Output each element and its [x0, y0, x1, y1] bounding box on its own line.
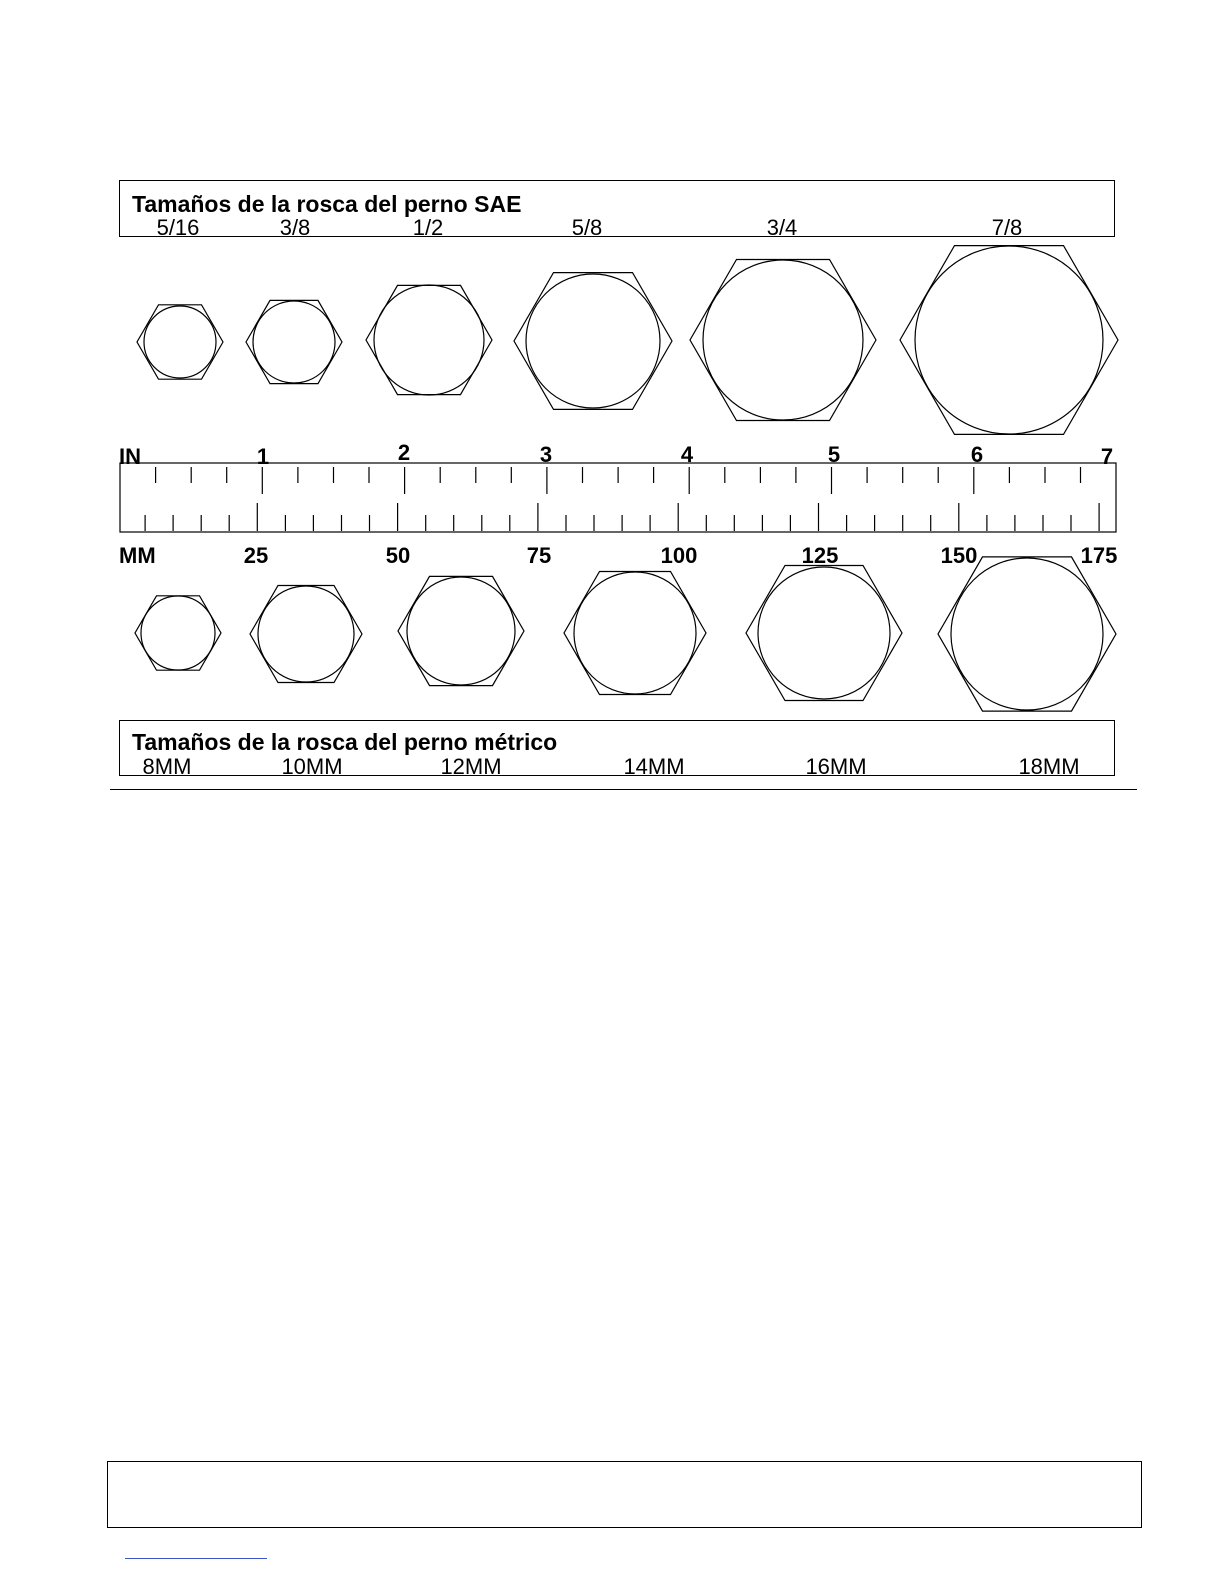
- sae-bolt-outlines: [137, 246, 1118, 435]
- sae-bolt-circle-outline: [526, 274, 660, 408]
- metric-bolt-circle-outline: [574, 572, 696, 694]
- metric-size-label: 18MM: [1018, 754, 1080, 779]
- metric-size-label: 12MM: [440, 754, 502, 779]
- sae-bolt-circle-outline: [915, 246, 1103, 434]
- inch-label: 6: [970, 442, 984, 467]
- inch-label: 2: [397, 440, 411, 465]
- sae-title: Tamaños de la rosca del perno SAE: [132, 191, 522, 217]
- mm-label: 150: [940, 543, 978, 568]
- inch-ticks: [156, 467, 1081, 494]
- metric-bolt-hex-outline: [938, 557, 1116, 711]
- inch-label: 7: [1100, 444, 1114, 469]
- section-divider: [110, 789, 1137, 790]
- metric-bolt-hex-outline: [746, 566, 902, 701]
- inch-label: 5: [827, 442, 841, 467]
- inch-label: 3: [539, 442, 553, 467]
- sae-bolt-hex-outline: [137, 305, 223, 379]
- mm-label: 175: [1080, 543, 1118, 568]
- mm-label: 75: [526, 543, 552, 568]
- metric-bolt-hex-outline: [135, 596, 221, 670]
- metric-bolt-circle-outline: [407, 577, 515, 685]
- inch-label: 4: [680, 442, 694, 467]
- sae-size-label: 5/16: [156, 215, 200, 240]
- mm-label: 25: [243, 543, 269, 568]
- metric-bolt-circle-outline: [951, 558, 1103, 710]
- metric-bolt-circle-outline: [258, 586, 354, 682]
- mm-unit-label: MM: [119, 543, 156, 568]
- metric-bolt-circle-outline: [141, 596, 215, 670]
- sae-size-label: 3/4: [766, 215, 798, 240]
- metric-size-label: 8MM: [142, 754, 192, 779]
- sae-bolt-circle-outline: [144, 306, 216, 378]
- metric-bolt-circle-outline: [758, 567, 890, 699]
- metric-size-label: 10MM: [281, 754, 343, 779]
- metric-size-label: 14MM: [623, 754, 685, 779]
- mm-label: 50: [385, 543, 411, 568]
- sae-bolt-circle-outline: [703, 260, 863, 420]
- inch-label: 1: [256, 444, 270, 469]
- mm-ticks: [145, 503, 1099, 531]
- sae-bolt-hex-outline: [246, 300, 342, 383]
- sae-size-label: 1/2: [412, 215, 444, 240]
- footer-link-underline[interactable]: [125, 1558, 267, 1559]
- sae-bolt-circle-outline: [253, 301, 335, 383]
- inch-unit-label: IN: [119, 444, 141, 469]
- sae-bolt-hex-outline: [900, 246, 1118, 435]
- metric-bolt-hex-outline: [250, 586, 362, 683]
- mm-label: 100: [660, 543, 698, 568]
- sae-size-label: 3/8: [279, 215, 311, 240]
- sae-bolt-hex-outline: [366, 285, 492, 394]
- sae-bolt-hex-outline: [514, 273, 672, 410]
- sae-bolt-circle-outline: [374, 285, 484, 395]
- sae-bolt-hex-outline: [690, 260, 876, 421]
- mm-label: 125: [801, 543, 839, 568]
- sae-size-label: 5/8: [571, 215, 603, 240]
- footer-box: [107, 1461, 1142, 1528]
- metric-title: Tamaños de la rosca del perno métrico: [132, 729, 558, 755]
- metric-size-label: 16MM: [805, 754, 867, 779]
- metric-bolt-outlines: [135, 557, 1116, 711]
- metric-bolt-hex-outline: [564, 572, 706, 695]
- metric-bolt-hex-outline: [398, 576, 524, 685]
- sae-size-label: 7/8: [991, 215, 1023, 240]
